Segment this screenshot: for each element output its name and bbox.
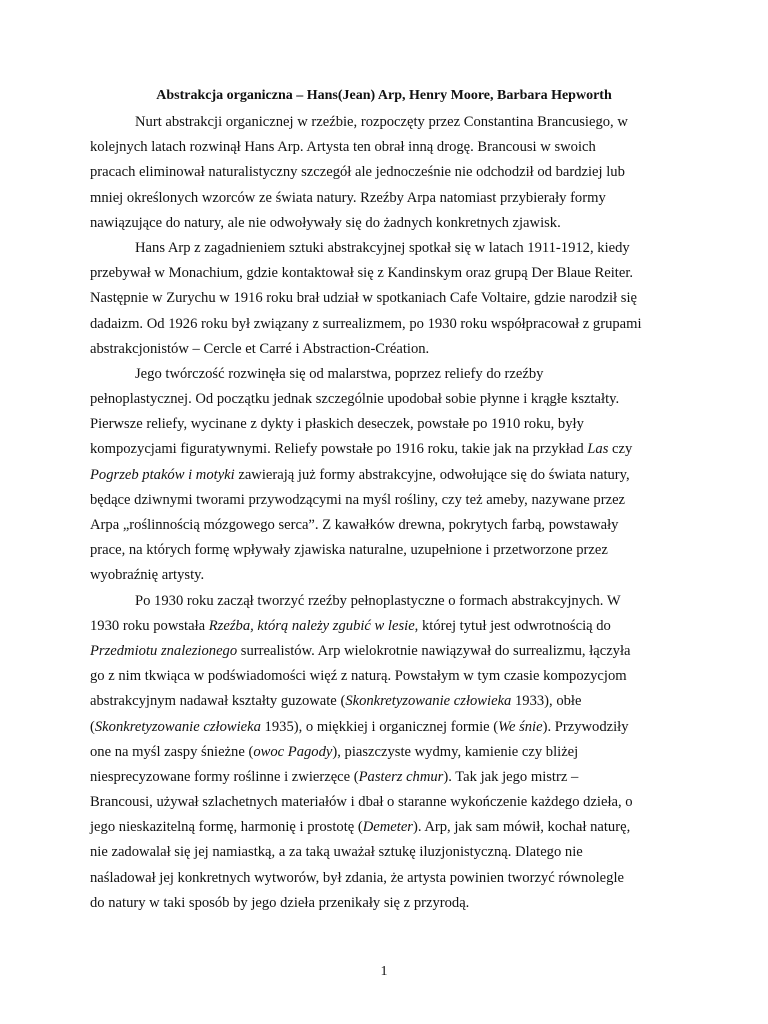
text-segment: Brancousi, używał szlachetnych materiałów i dbał o staranne wykończenie każdego dzieła, o: [90, 794, 633, 811]
text-segment: pracach eliminował naturalistyczny szczegół ale jednocześnie nie odchodził od bardziej lub: [90, 164, 625, 181]
page-number: 1: [380, 964, 388, 979]
text-segment: abstrakcjonistów – Cercle et Carré i Abstraction-Création.: [90, 340, 430, 357]
text-segment: one na myśl zaspy śnieżne (: [90, 743, 254, 760]
text-line: [90, 513, 678, 538]
text-segment: 1930 roku powstała: [90, 617, 209, 634]
text-segment: Arpa „roślinnością mózgowego serca”. Z kawałków drewna, pokrytych farbą, powstawały: [90, 517, 619, 533]
text-line: [90, 337, 678, 362]
text-segment: (: [90, 718, 95, 735]
text-segment: dadaizm. Od 1926 roku był związany z surrealizmem, po 1930 roku współpracował z grupami: [90, 315, 642, 332]
document-title: Abstrakcja organiczna – Hans(Jean) Arp, Henry Moore, Barbara Hepworth: [156, 88, 612, 103]
text-line: [90, 236, 678, 261]
text-line: [90, 589, 678, 614]
text-segment: mniej określonych wzorców ze świata natury. Rzeźby Arpa natomiast przybierały formy: [90, 189, 606, 206]
text-segment: 1935), o miękkiej i organicznej formie (: [260, 718, 499, 735]
text-segment: nawiązujące do natury, ale nie odwoływały się do żadnych konkretnych zjawisk.: [90, 214, 561, 231]
text-segment: kolejnych latach rozwinął Hans Arp. Artysta ten obrał inną drogę. Brancousi w swoich: [90, 139, 596, 156]
text-line: [90, 387, 678, 412]
text-segment: Jego twórczość rozwinęła się od malarstwa, poprzez reliefy do rzeźby: [135, 365, 544, 382]
text-segment: pełnoplastycznej. Od początku jednak szczególnie upodobał sobie płynne i krągłe kształty.: [90, 391, 620, 408]
text-segment: ). Tak jak jego mistrz –: [443, 768, 579, 785]
text-segment: Po 1930 roku zaczął tworzyć rzeźby pełnoplastyczne o formach abstrakcyjnych. W: [135, 592, 621, 609]
document-body: [90, 110, 678, 916]
text-line: [90, 135, 678, 160]
italic-title: Las: [587, 441, 609, 458]
italic-title: Skonkretyzowanie człowieka: [345, 693, 512, 710]
text-line: [90, 160, 678, 185]
text-segment: prace, na których formę wpływały zjawiska naturalne, uzupełnione i przetworzone przez: [90, 542, 608, 559]
text-segment: wyobraźnię artysty.: [90, 567, 205, 584]
text-segment: Nurt abstrakcji organicznej w rzeźbie, rozpoczęty przez Constantina Brancusiego, w: [135, 114, 628, 130]
italic-title: Przedmiotu znalezionego: [90, 642, 238, 659]
text-line: [90, 639, 678, 664]
text-segment: zawierają już formy abstrakcyjne, odwołujące się do świata natury,: [234, 466, 630, 483]
text-line: [90, 286, 678, 311]
text-line: [90, 689, 678, 714]
text-segment: Pierwsze reliefy, wycinane z dykty i płaskich deseczek, powstałe po 1910 roku, były: [90, 416, 584, 433]
text-segment: Następnie w Zurychu w 1916 roku brał udział w spotkaniach Cafe Voltaire, gdzie narodził się: [90, 290, 637, 307]
text-line: [90, 866, 678, 891]
text-segment: ), piaszczyste wydmy, kamienie czy bliżej: [332, 743, 579, 760]
italic-title: Rzeźba, którą należy zgubić w lesie: [208, 617, 415, 634]
text-segment: niesprecyzowane formy roślinne i zwierzęce (: [90, 768, 359, 785]
text-segment: przebywał w Monachium, gdzie kontaktował się z Kandinskym oraz grupą Der Blaue Reiter.: [90, 265, 634, 282]
italic-title: owoc Pagody: [253, 743, 333, 760]
text-line: [90, 211, 678, 236]
text-line: [90, 614, 678, 639]
text-segment: naśladował jej konkretnych wytworów, był zdania, że artysta powinien tworzyć równolegle: [90, 869, 624, 886]
text-segment: 1933), obłe: [511, 693, 582, 710]
text-line: [90, 312, 678, 337]
italic-title: Demeter: [362, 819, 413, 836]
text-line: [90, 563, 678, 588]
italic-title: We śnie: [498, 718, 543, 735]
text-line: [90, 186, 678, 211]
text-line: [90, 790, 678, 815]
text-line: [90, 815, 678, 840]
text-line: [90, 765, 678, 790]
text-line: [90, 840, 678, 865]
text-segment: abstrakcyjnym nadawał kształty guzowate (: [90, 693, 346, 710]
text-segment: nie zadowalał się jej namiastką, a za taką uważał sztukę iluzjonistyczną. Dlatego nie: [90, 844, 583, 861]
text-line: [90, 664, 678, 689]
text-line: [90, 437, 678, 462]
text-segment: będące dziwnymi tworami przywodzącymi na myśl rośliny, czy też ameby, nazywane przez: [90, 491, 626, 508]
text-segment: Hans Arp z zagadnieniem sztuki abstrakcyjnej spotkał się w latach 1911-1912, kiedy: [135, 239, 630, 256]
text-line: [90, 538, 678, 563]
text-segment: jego nieskazitelną formę, harmonię i prostotę (: [90, 819, 363, 836]
text-line: [90, 740, 678, 765]
text-line: [90, 110, 678, 135]
italic-title: Pasterz chmur: [358, 768, 444, 785]
text-segment: do natury w taki sposób by jego dzieła przenikały się z przyrodą.: [90, 894, 470, 911]
text-segment: czy: [608, 441, 633, 458]
text-segment: kompozycjami figuratywnymi. Reliefy powstałe po 1916 roku, takie jak na przykład: [90, 441, 588, 458]
italic-title: Skonkretyzowanie człowieka: [94, 718, 261, 735]
text-line: [90, 715, 678, 740]
text-line: [90, 261, 678, 286]
text-segment: , której tytuł jest odwrotnością do: [414, 617, 611, 634]
italic-title: Pogrzeb ptaków i motyki: [90, 466, 235, 483]
text-segment: go z nim tkwiąca w podświadomości więź z naturą. Powstałym w tym czasie kompozycjom: [90, 668, 627, 685]
text-line: [90, 362, 678, 387]
text-line: [90, 891, 678, 916]
text-line: [90, 463, 678, 488]
text-line: [90, 412, 678, 437]
text-segment: surrealistów. Arp wielokrotnie nawiązywał do surrealizmu, łączyła: [237, 642, 631, 659]
text-segment: ). Arp, jak sam mówił, kochał naturę,: [412, 819, 631, 836]
text-segment: ). Przywodziły: [542, 718, 629, 735]
text-line: [90, 488, 678, 513]
